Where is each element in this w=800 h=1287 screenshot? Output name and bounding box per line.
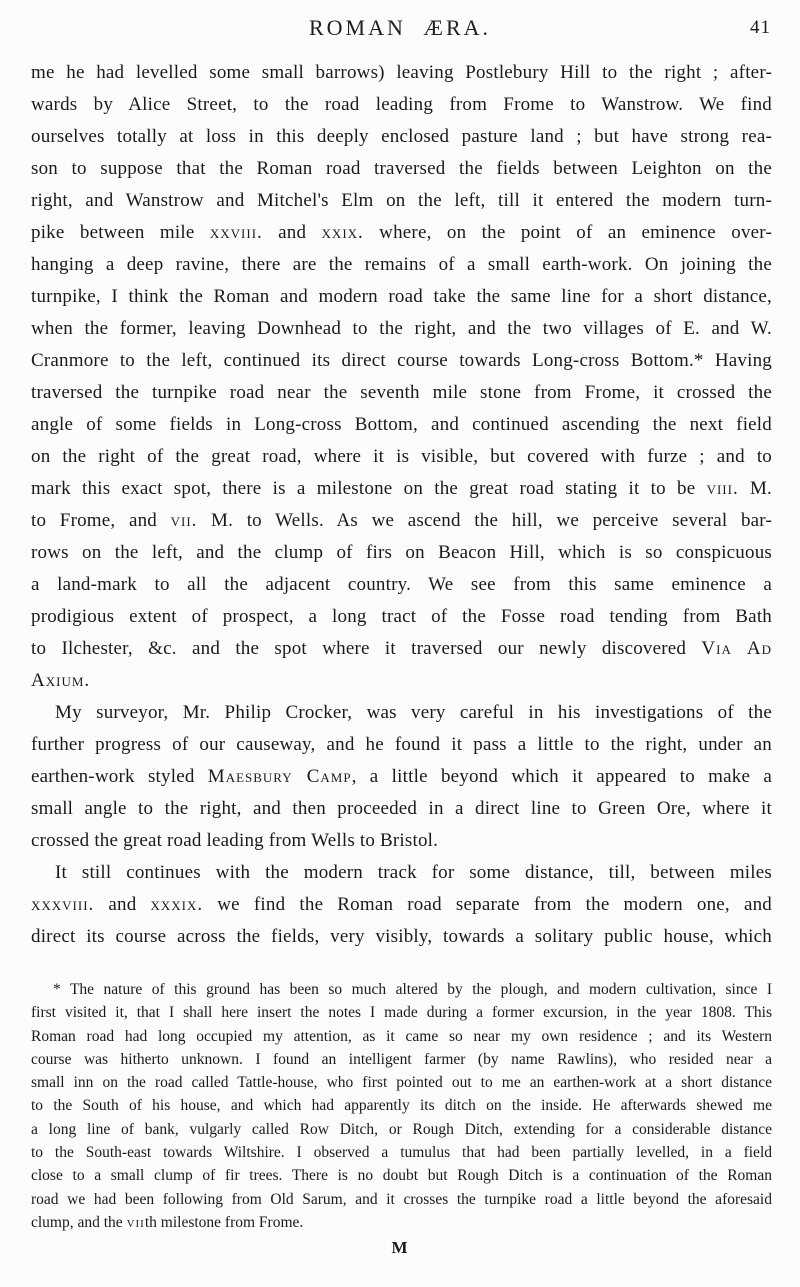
page-number: 41	[750, 17, 771, 38]
body-text-line	[31, 121, 772, 153]
text-segment: , a little beyond which it appeared to make a	[351, 766, 772, 787]
text-segment: to the South-east towards Wiltshire. I observed a tumulus that had been partially levelled, in a field	[31, 1144, 772, 1162]
text-segment: road we had been following from Old Sarum, and it crosses the turnpike road a little beyond the aforesaid	[31, 1190, 772, 1208]
body-text-line	[31, 761, 772, 793]
body-text-line	[31, 793, 772, 825]
footnote-line	[31, 1164, 772, 1187]
text-segment: a land-mark to all the adjacent country. We see from this same eminence a	[31, 574, 772, 595]
body-text-line	[31, 185, 772, 217]
footnote-line	[31, 1001, 772, 1024]
text-segment: on the right of the great road, where it is visible, but covered with furze ; and to	[31, 446, 772, 467]
text-segment: turnpike, I think the Roman and modern road take the same line for a short distance,	[31, 286, 772, 307]
small-caps-text: xxix.	[321, 222, 364, 243]
text-segment: It still continues with the modern track for some distance, till, between miles	[55, 862, 772, 883]
text-segment: close to a small clump of fir trees. There is no doubt but Rough Ditch is a continuation of the Roman	[31, 1167, 772, 1185]
small-caps-text: vii	[126, 1213, 145, 1231]
signature-mark: M	[391, 1238, 409, 1257]
body-text-line	[31, 345, 772, 377]
footnote-line	[31, 1141, 772, 1164]
footnote-line	[31, 978, 772, 1001]
text-segment: when the former, leaving Downhead to the right, and the two villages of E. and W.	[31, 318, 772, 339]
body-text-line	[31, 665, 772, 697]
small-caps-text: viii.	[706, 478, 739, 499]
small-caps-text: Maesbury Camp	[207, 766, 352, 787]
text-segment: and	[262, 222, 322, 243]
body-text-line	[31, 505, 772, 537]
footnote-line	[31, 1188, 772, 1211]
text-segment: prodigious extent of prospect, a long tract of the Fosse road tending from Bath	[31, 606, 772, 627]
text-segment: clump, and the	[31, 1213, 127, 1231]
text-segment: me he had levelled some small barrows) leaving Postlebury Hill to the right ; after-	[31, 62, 772, 83]
body-text-line	[31, 217, 772, 249]
body-text	[31, 57, 772, 953]
text-segment: where, on the point of an eminence over-	[363, 222, 772, 243]
footnote-block	[31, 978, 772, 1234]
text-segment: further progress of our causeway, and he found it pass a little to the right, under an	[31, 734, 772, 755]
text-segment: right, and Wanstrow and Mitchel's Elm on the left, till it entered the modern turn-	[31, 190, 772, 211]
text-segment: Roman road had long occupied my attention, as it came so near my own residence ; and its Western	[31, 1027, 772, 1045]
small-caps-text: Axium.	[31, 670, 91, 691]
footnote-line	[31, 1118, 772, 1141]
footnote-line	[31, 1025, 772, 1048]
body-text-line	[31, 281, 772, 313]
body-text-line	[31, 89, 772, 121]
body-text-line	[31, 601, 772, 633]
footnote-line	[31, 1094, 772, 1117]
text-segment: earthen-work styled	[31, 766, 208, 787]
body-text-line	[31, 57, 772, 89]
text-segment: mark this exact spot, there is a milestone on the great road stating it to be	[31, 478, 707, 499]
text-segment: rows on the left, and the clump of firs on Beacon Hill, which is so conspicuous	[31, 542, 772, 563]
text-segment: first visited it, that I shall here insert the notes I made during a former excursion, in the year 1808. This	[31, 1004, 772, 1022]
text-segment: to Ilchester, &c. and the spot where it traversed our newly discovered	[31, 638, 702, 659]
text-segment: traversed the turnpike road near the seventh mile stone from Frome, it crossed the	[31, 382, 772, 403]
footnote-line	[31, 1211, 772, 1234]
body-text-line	[31, 729, 772, 761]
text-segment: wards by Alice Street, to the road leading from Frome to Wanstrow. We find	[31, 94, 772, 115]
text-segment: course was hitherto unknown. I found an intelligent farmer (by name Rawlins), who resided near a	[31, 1050, 772, 1068]
body-text-line	[31, 377, 772, 409]
text-segment: M.	[738, 478, 772, 499]
body-text-line	[31, 313, 772, 345]
small-caps-text: vii.	[170, 510, 198, 531]
page-title: ROMAN ÆRA.	[308, 15, 492, 40]
text-segment: M. to Wells. As we ascend the hill, we perceive several bar-	[197, 510, 772, 531]
text-segment: hanging a deep ravine, there are the remains of a small earth-work. On joining the	[31, 254, 772, 275]
body-text-line	[31, 697, 772, 729]
text-segment: Cranmore to the left, continued its direct course towards Long-cross Bottom.* Having	[31, 350, 772, 371]
body-text-line	[31, 857, 772, 889]
text-segment: pike between mile	[31, 222, 210, 243]
text-segment: crossed the great road leading from Wells to Bristol.	[31, 830, 439, 851]
text-segment: small inn on the road called Tattle-house, who first pointed out to me an earthen-work at a short distance	[31, 1074, 772, 1092]
running-header	[0, 15, 800, 41]
text-segment: My surveyor, Mr. Philip Crocker, was very careful in his investigations of the	[55, 702, 772, 723]
text-segment: to Frome, and	[31, 510, 171, 531]
footnote-line	[31, 1048, 772, 1071]
text-segment: * The nature of this ground has been so much altered by the plough, and modern cultivation, since I	[53, 981, 772, 998]
body-text-line	[31, 409, 772, 441]
text-segment: angle of some fields in Long-cross Bottom, and continued ascending the next field	[31, 414, 772, 435]
body-text-line	[31, 441, 772, 473]
body-text-line	[31, 825, 772, 857]
small-caps-text: xxxviii.	[31, 894, 95, 915]
text-segment: to the South of his house, and which had apparently its ditch on the inside. He afterwards shewed me	[31, 1097, 772, 1115]
body-text-line	[31, 633, 772, 665]
text-segment: we find the Roman road separate from the modern one, and	[203, 894, 772, 915]
footnote-line	[31, 1071, 772, 1094]
small-caps-text: xxviii.	[209, 222, 263, 243]
text-segment: small angle to the right, and then proceeded in a direct line to Green Ore, where it	[31, 798, 772, 819]
text-segment: and	[94, 894, 151, 915]
body-text-line	[31, 473, 772, 505]
body-text-line	[31, 569, 772, 601]
body-text-line	[31, 921, 772, 953]
body-text-line	[31, 249, 772, 281]
text-segment: ourselves totally at loss in this deeply enclosed pasture land ; but have strong rea-	[31, 126, 772, 147]
small-caps-text: Via Ad	[701, 638, 773, 659]
text-segment: direct its course across the fields, very visibly, towards a solitary public house, which	[31, 926, 772, 947]
body-text-line	[31, 537, 772, 569]
body-text-line	[31, 889, 772, 921]
text-segment: son to suppose that the Roman road traversed the fields between Leighton on the	[31, 158, 772, 179]
body-text-line	[31, 153, 772, 185]
small-caps-text: xxxix.	[150, 894, 204, 915]
text-segment: th milestone from Frome.	[144, 1213, 304, 1231]
text-segment: a long line of bank, vulgarly called Row Ditch, or Rough Ditch, extending for a considerable distance	[31, 1120, 772, 1138]
